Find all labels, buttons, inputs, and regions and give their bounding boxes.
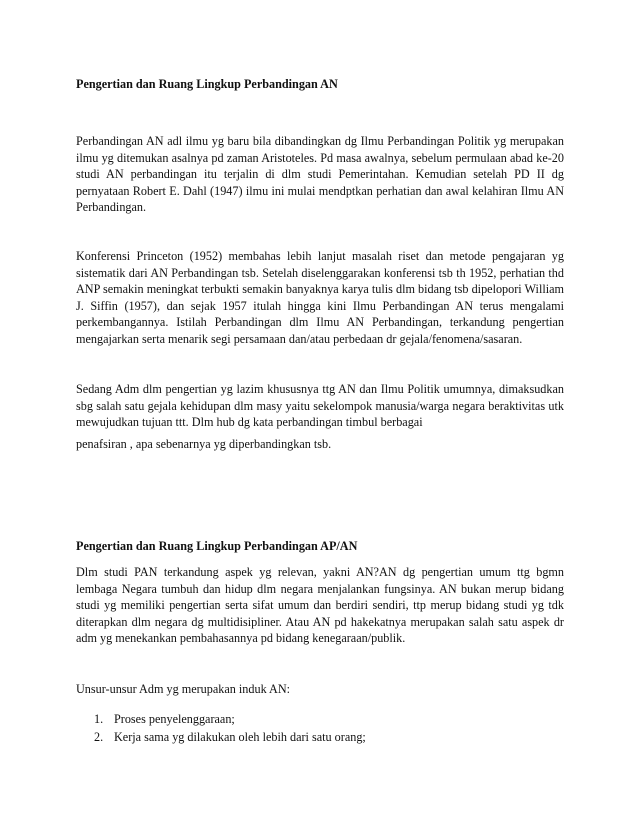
paragraph-6: Unsur-unsur Adm yg merupakan induk AN: [76,682,291,696]
unsur-list [76,711,564,746]
section-heading-2: Pengertian dan Ruang Lingkup Perbandingan AP/AN [76,539,358,553]
paragraph-2: Konferensi Princeton (1952) membahas lebih lanjut masalah riset dan metode pengajaran yg sistematik dari AN Perbandingan tsb. Setelah diselenggarakan konferensi tsb th 1952, perhatian thd ANP semakin meningkat terbukti semakin banyaknya karya tulis dlm bidang tsb dipelopori William J. Siffin (1957), dan sejak 1957 itulah hingga kini Ilmu Perbandingan AN terus mengalami perkembangannya. Istilah Perbandingan dlm Ilmu AN Perbandingan, terkandung pengertian mengajarkan serta menarik segi persamaan dan/atau perbedaan dr gejala/fenomena/sasaran. [76,249,564,346]
section-heading-1: Pengertian dan Ruang Lingkup Perbandingan AN [76,77,338,91]
paragraph-1: Perbandingan AN adl ilmu yg baru bila dibandingkan dg Ilmu Perbandingan Politik yg merupakan ilmu yg ditemukan asalnya pd zaman Aristoteles. Pd masa awalnya, sebelum permulaan abad ke-20 studi AN perbandingan itu terjalin di dlm studi Pemerintahan. Kemudian setelah PD II dg pernyataan Robert E. Dahl (1947) ilmu ini mulai mendptkan perhatian dan awal kelahiran Ilmu AN Perbandingan. [76,134,564,215]
paragraph-5: Dlm studi PAN terkandung aspek yg relevan, yakni AN?AN dg pengertian umum ttg bgmn lembaga Negara tumbuh dan hidup dlm negara menjalankan fungsinya. AN bukan merup bidang studi yg memiliki pengertian serta sifat umum dan berdiri sendiri, ttp merup bidang studi yg tdk diterapkan dlm negara dg multidisipliner. Atau AN pd hakekatnya merupakan salah satu aspek dr adm yg menekankan pembahasannya pd bidang kenegaraan/publik. [76,565,564,646]
paragraph-3: Sedang Adm dlm pengertian yg lazim khususnya ttg AN dan Ilmu Politik umumnya, dimaksudkan sbg salah satu gejala kehidupan dlm masy yaitu sekelompok manusia/warga negara beraktivitas utk mewujudkan tujuan ttt. Dlm hub dg kata perbandingan timbul berbagai [76,382,564,430]
paragraph-4: penafsiran , apa sebenarnya yg diperbandingkan tsb. [76,437,332,451]
list-item-number: 1. [94,712,104,726]
list-item [76,711,564,729]
list-item-number: 2. [94,729,104,744]
list-item-text: Kerja sama yg dilakukan oleh lebih dari satu orang; [114,729,366,744]
list-item [76,729,564,747]
list-item-text: Proses penyelenggaraan; [114,712,235,726]
